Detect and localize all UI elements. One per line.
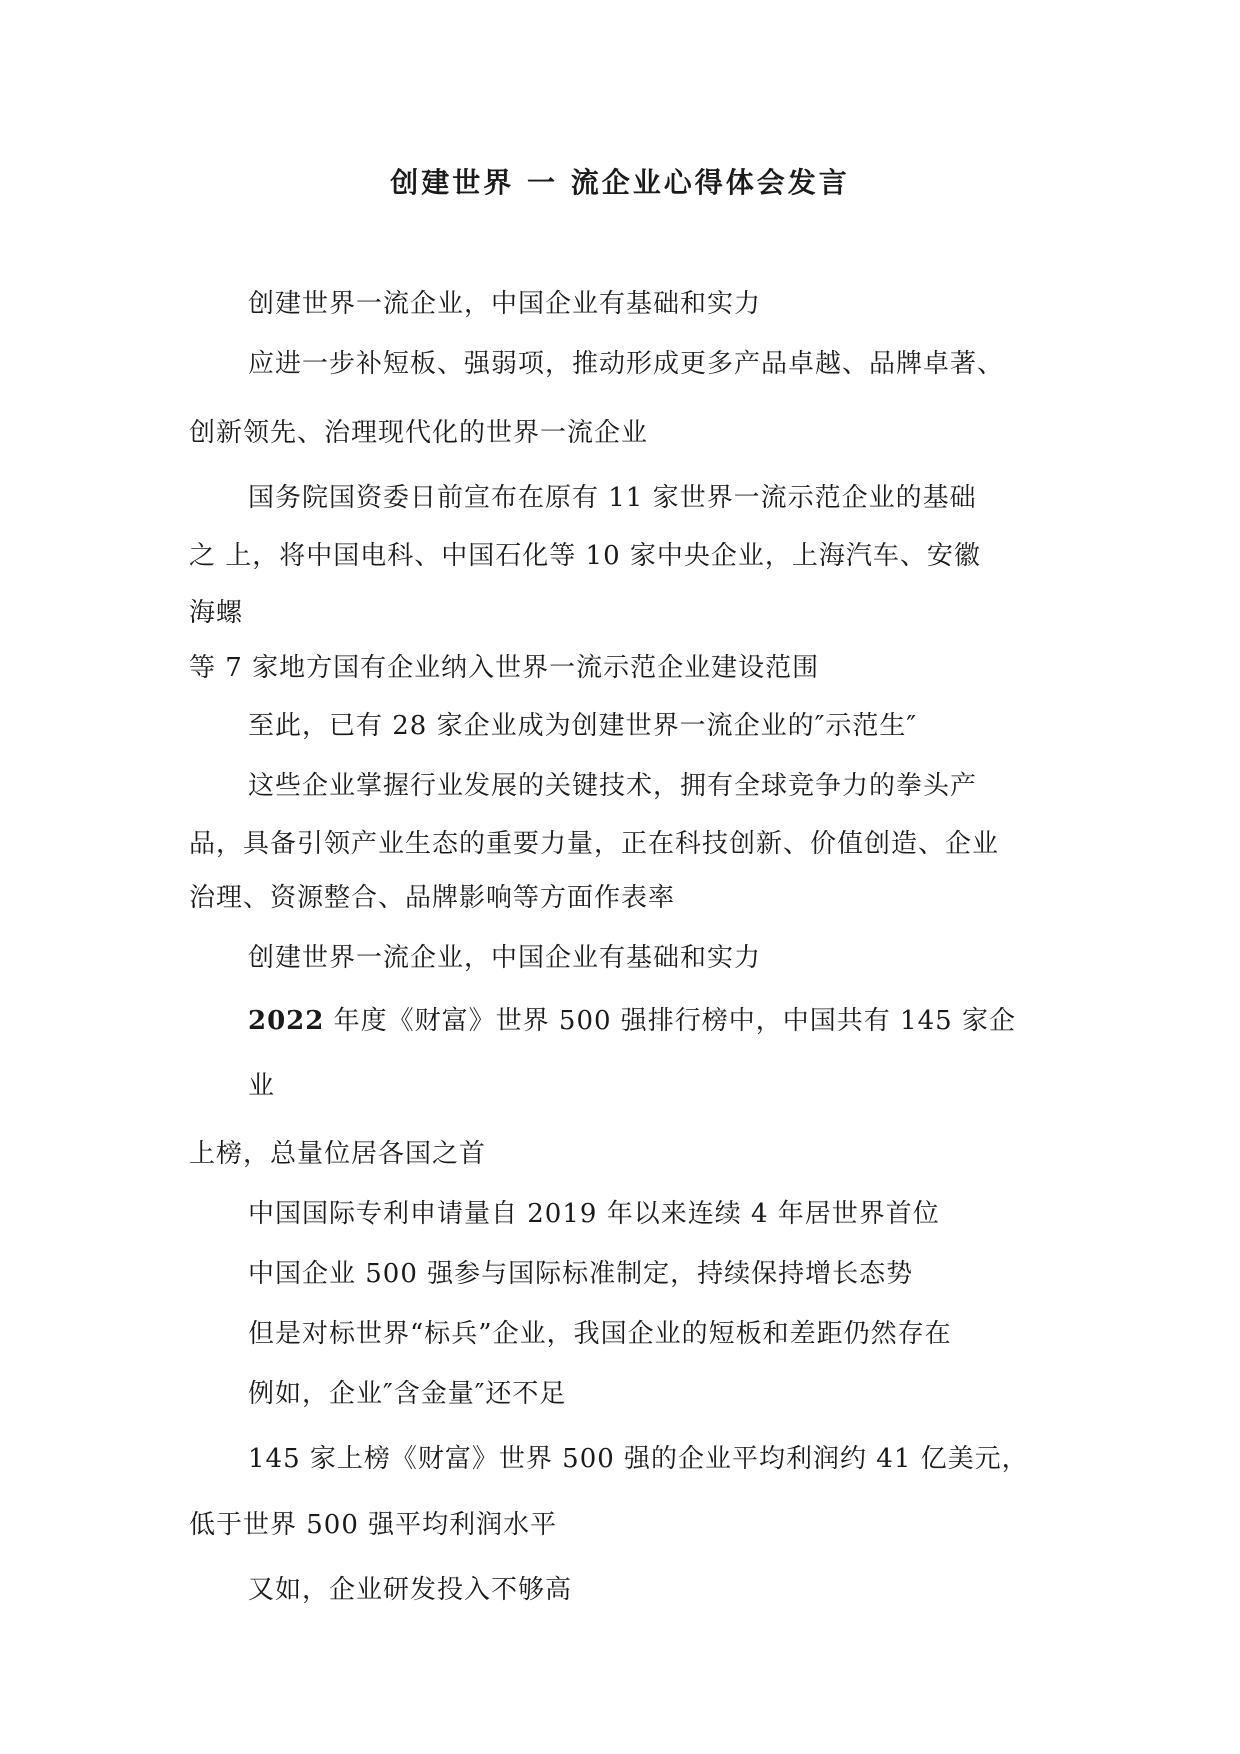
paragraph-line-with-year (248, 1003, 1016, 1039)
paragraph-line: 品，具备引领产业生态的重要力量，正在科技创新、价值创造、企业 (189, 829, 1000, 859)
paragraph-line: 业 (248, 1071, 276, 1101)
paragraph-line: 至此，已有 28 家企业成为创建世界一流企业的″示范生″ (248, 711, 918, 741)
paragraph-line: 创建世界一流企业，中国企业有基础和实力 (248, 943, 762, 973)
paragraph-line: 例如，企业″含金量″还不足 (248, 1379, 567, 1409)
paragraph-line: 之 上，将中国电科、中国石化等 10 家中央企业，上海汽车、安徽 (189, 541, 981, 571)
paragraph-line-text: 年度《财富》世界 500 强排行榜中，中国共有 145 家企 (333, 1006, 1016, 1036)
paragraph-line: 创建世界一流企业，中国企业有基础和实力 (248, 289, 762, 319)
paragraph-line: 这些企业掌握行业发展的关键技术，拥有全球竞争力的拳头产 (248, 771, 978, 801)
paragraph-line: 145 家上榜《财富》世界 500 强的企业平均利润约 41 亿美元， (248, 1444, 1029, 1474)
paragraph-line: 国务院国资委日前宣布在原有 11 家世界一流示范企业的基础 (248, 483, 977, 513)
paragraph-line: 低于世界 500 强平均利润水平 (189, 1510, 558, 1540)
paragraph-line: 但是对标世界“标兵”企业，我国企业的短板和差距仍然存在 (248, 1319, 952, 1349)
document-title: 创建世界 一 流企业心得体会发言 (390, 166, 850, 199)
paragraph-line: 治理、资源整合、品牌影响等方面作表率 (189, 883, 676, 913)
paragraph-line: 中国企业 500 强参与国际标准制定，持续保持增长态势 (248, 1259, 914, 1289)
paragraph-line: 又如，企业研发投入不够高 (248, 1575, 573, 1605)
paragraph-line: 应进一步补短板、强弱项，推动形成更多产品卓越、品牌卓著、 (248, 349, 1005, 379)
paragraph-line: 创新领先、治理现代化的世界一流企业 (189, 418, 649, 448)
paragraph-line: 中国国际专利申请量自 2019 年以来连续 4 年居世界首位 (248, 1199, 940, 1229)
paragraph-line: 海螺 (189, 598, 244, 628)
paragraph-line: 上榜，总量位居各国之首 (189, 1139, 487, 1169)
bold-year: 2022 (248, 1006, 325, 1036)
paragraph-line: 等 7 家地方国有企业纳入世界一流示范企业建设范围 (189, 653, 820, 683)
